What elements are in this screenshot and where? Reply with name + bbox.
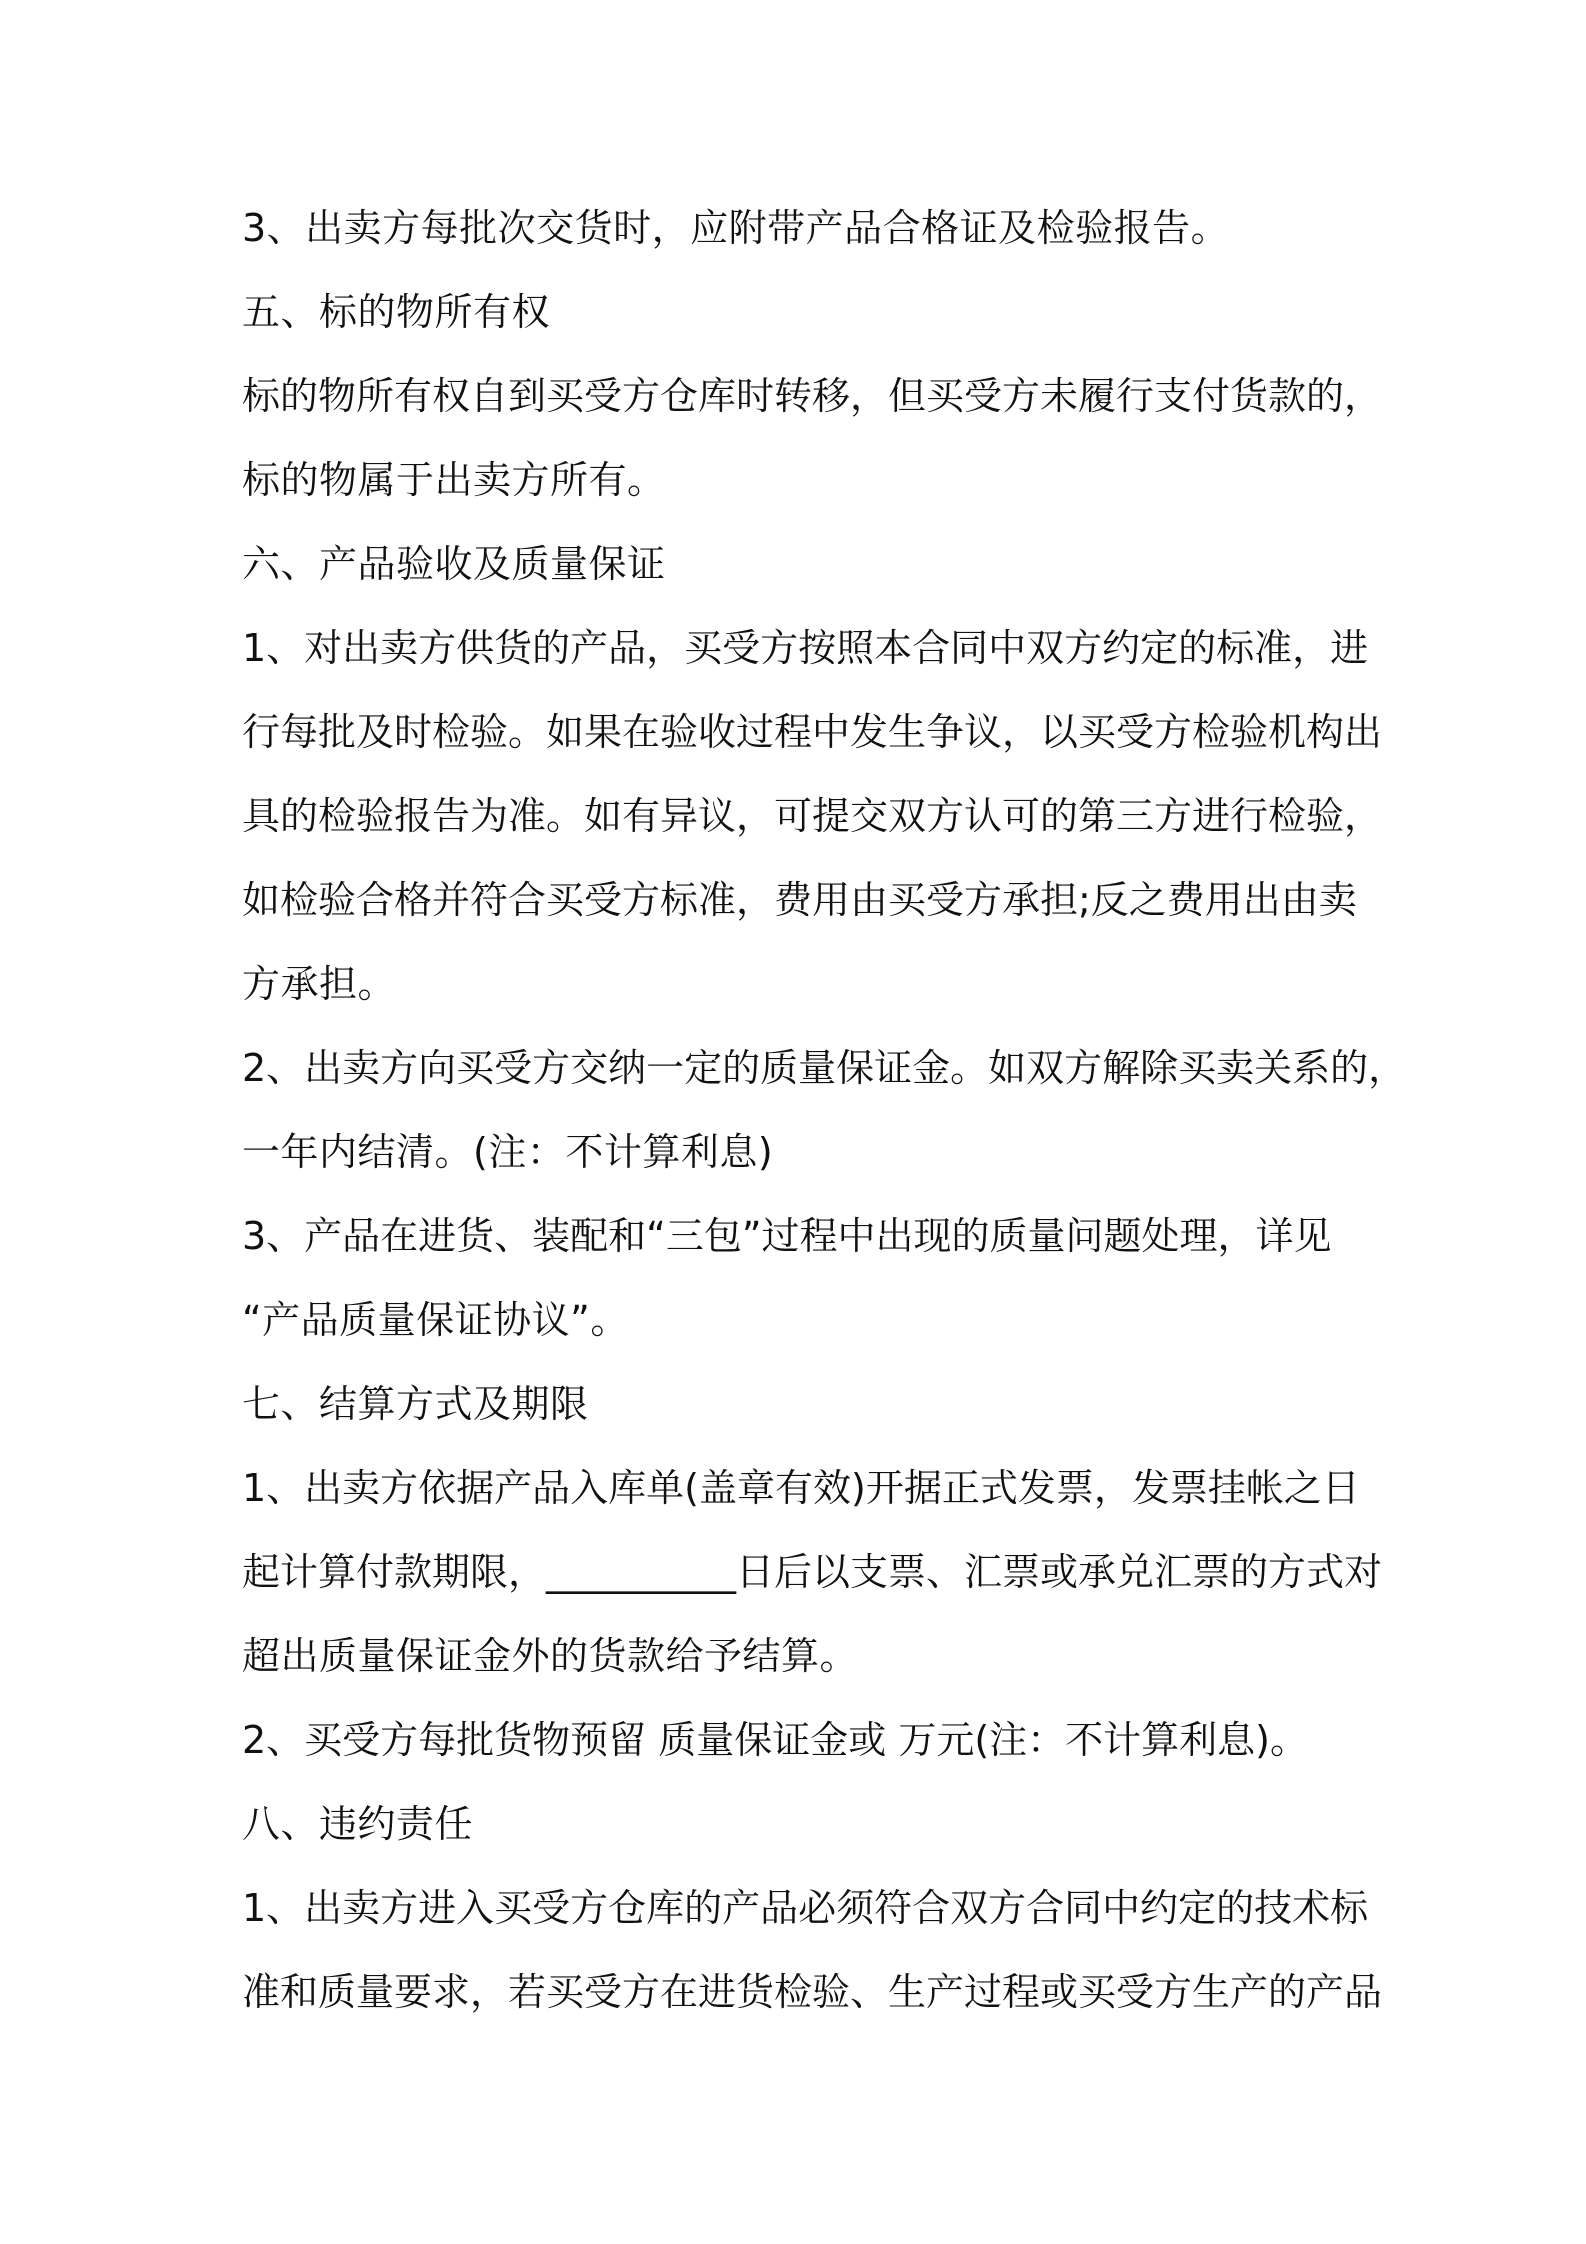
section-6-clause-1-line-4: 如检验合格并符合买受方标准，费用由买受方承担;反之费用出由卖 [242, 878, 1357, 922]
document-body [242, 186, 1407, 2034]
section-7-clause-1-line-2: 起计算付款期限，__________日后以支票、汇票或承兑汇票的方式对 [242, 1550, 1383, 1594]
section-6-clause-2-line-2: 一年内结清。(注：不计算利息) [242, 1130, 774, 1174]
section-6-clause-2-line-1: 2、出卖方向买受方交纳一定的质量保证金。如双方解除买卖关系的， [242, 1046, 1407, 1090]
section-7-clause-1-line-3: 超出质量保证金外的货款给予结算。 [242, 1634, 859, 1678]
section-6-clause-3-line-1: 3、产品在进货、装配和“三包”过程中出现的质量问题处理，详见 [242, 1214, 1332, 1258]
section-6-clause-1-line-3: 具的检验报告为准。如有异议，可提交双方认可的第三方进行检验， [242, 794, 1383, 838]
section-7-clause-2: 2、买受方每批货物预留 质量保证金或 万元(注：不计算利息)。 [242, 1718, 1308, 1762]
section-6-clause-1-line-2: 行每批及时检验。如果在验收过程中发生争议，以买受方检验机构出 [242, 710, 1383, 754]
section-6-heading: 六、产品验收及质量保证 [242, 542, 666, 586]
section-5-paragraph-line-2: 标的物属于出卖方所有。 [242, 458, 666, 502]
section-5-paragraph-line-1: 标的物所有权自到买受方仓库时转移，但买受方未履行支付货款的， [242, 374, 1383, 418]
section-8-clause-1-line-2: 准和质量要求，若买受方在进货检验、生产过程或买受方生产的产品 [242, 1970, 1383, 2014]
section-6-clause-1-line-5: 方承担。 [242, 962, 397, 1006]
section-8-clause-1-line-1: 1、出卖方进入买受方仓库的产品必须符合双方合同中约定的技术标 [242, 1886, 1369, 1930]
clause-3-delivery-certificate: 3、出卖方每批次交货时，应附带产品合格证及检验报告。 [242, 206, 1230, 250]
section-5-heading: 五、标的物所有权 [242, 290, 551, 334]
section-6-clause-3-line-2: “产品质量保证协议”。 [242, 1298, 629, 1342]
section-7-heading: 七、结算方式及期限 [242, 1382, 589, 1426]
section-7-clause-1-line-1: 1、出卖方依据产品入库单(盖章有效)开据正式发票，发票挂帐之日 [242, 1466, 1360, 1510]
section-8-heading: 八、违约责任 [242, 1802, 474, 1846]
section-6-clause-1-line-1: 1、对出卖方供货的产品，买受方按照本合同中双方约定的标准，进 [242, 626, 1369, 670]
